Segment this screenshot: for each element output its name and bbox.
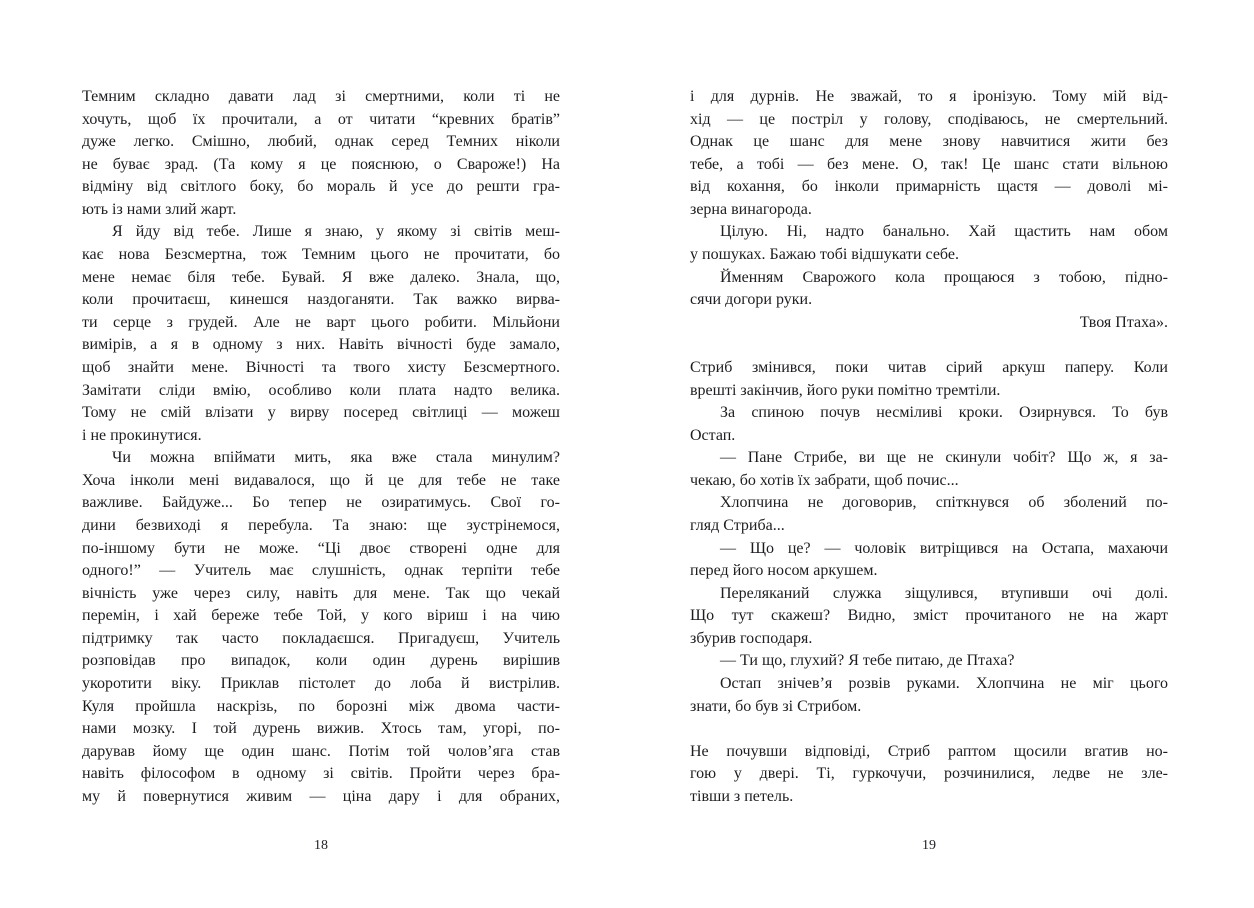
- text-line: гою у двері. Ті, гуркочучи, розчинилися, ледве не зле-: [690, 765, 1168, 783]
- text-line: Хлопчина не договорив, спіткнувся об зболений по-: [720, 494, 1168, 512]
- text-line: Темним складно давати лад зі смертними, коли ті не: [82, 88, 560, 105]
- text-line: сячи догори руки.: [690, 291, 813, 309]
- text-line: врешті закінчив, його руки помітно тремтіли.: [690, 381, 1001, 399]
- text-line: по-іншому бути не може. “Ці двоє створені одне для: [82, 539, 560, 557]
- text-line: щоб знайти мене. Вічності та твого хисту Безсмертного.: [82, 358, 560, 376]
- text-line: — Що це? — чоловік витріщився на Остапа, махаючи: [720, 539, 1168, 557]
- text-line: Хоча інколи мені видавалося, що й це для тебе не таке: [82, 471, 560, 489]
- text-line: Чи можна впіймати мить, яка вже стала минулим?: [112, 449, 560, 467]
- text-line: нами мозку. І той дурень вижив. Хтось там, угорі, по-: [82, 720, 560, 738]
- text-line: Остап.: [690, 426, 736, 444]
- text-line: Переляканий служка зіщулився, втупивши очі долі.: [720, 584, 1168, 602]
- book-page-right: [690, 86, 1168, 876]
- text-line: важливе. Байдуже... Бо тепер не озиратимусь. Свої го-: [82, 494, 560, 512]
- blank-line: [690, 334, 1168, 357]
- text-line: Остап знічев’я розвів руками. Хлопчина не міг цього: [720, 675, 1168, 693]
- text-line: перед його носом аркушем.: [690, 562, 878, 580]
- text-line: коли прочитаєш, кинешся наздоганяти. Так важко вирва-: [82, 291, 560, 309]
- text-line: ють із нами злий жарт.: [82, 200, 237, 218]
- text-line: Стриб змінився, поки читав сірий аркуш паперу. Коли: [690, 358, 1168, 376]
- text-line: дини безвиході я перебула. Та знаю: ще зустрінемося,: [82, 516, 560, 534]
- text-line: дарував йому ще один шанс. Потім той чолов’яга став: [82, 742, 560, 760]
- page-right-text: [690, 86, 1168, 809]
- text-line: від кохання, бо інколи примарність щастя — доволі мі-: [690, 178, 1168, 196]
- text-line: укоротити віку. Приклав пістолет до лоба й вистрілив.: [82, 675, 560, 693]
- text-line: — Пане Стрибе, ви ще не скинули чобіт? Що ж, я за-: [720, 449, 1168, 467]
- text-line: гляд Стриба...: [690, 516, 785, 534]
- text-line: Не почувши відповіді, Стриб раптом щосили вгатив но-: [690, 742, 1168, 760]
- text-line: Тому не смій влізати у вирву посеред світлиці — можеш: [82, 404, 560, 422]
- text-line: у пошуках. Бажаю тобі відшукати себе.: [690, 246, 959, 264]
- text-line: За спиною почув несміливі кроки. Озирнувся. То був: [720, 404, 1168, 422]
- blank-line: [690, 718, 1168, 741]
- page-left-text: [82, 86, 560, 809]
- text-line: Йменням Сварожого кола прощаюся з тобою, підно-: [720, 268, 1168, 286]
- text-line: хочуть, щоб їх прочитали, а от читати “кревних братів”: [82, 110, 560, 128]
- text-line: тебе, а тобі — без мене. О, так! Це шанс стати вільною: [690, 155, 1168, 173]
- text-line: Що тут скажеш? Видно, зміст прочитаного не на жарт: [690, 607, 1168, 625]
- text-line: і для дурнів. Не зважай, то я іронізую. Тому мій від-: [690, 88, 1168, 105]
- text-line: дуже легко. Смішно, любий, однак серед Темних ніколи: [82, 133, 560, 151]
- text-line: Замітати сліди вмію, особливо коли плата надто велика.: [82, 381, 560, 399]
- text-line: вимірів, а я в одному з них. Навіть вічності буде замало,: [82, 336, 560, 354]
- text-line: Однак це шанс для мене знову навчитися жити без: [690, 133, 1168, 151]
- text-line: одного!” — Учитель має слушність, однак терпіти тебе: [82, 562, 560, 580]
- text-line: чекаю, бо хотів їх забрати, щоб почис...: [690, 471, 959, 489]
- text-line: збурив господаря.: [690, 629, 813, 647]
- text-line: перемін, і хай береже тебе Той, у кого віриш і на чию: [82, 607, 560, 625]
- text-line: хід — це постріл у голову, сподіваюсь, не смертельний.: [690, 110, 1168, 128]
- text-line: кає нова Безсмертна, тож Темним цього не прочитати, бо: [82, 246, 560, 264]
- text-line: знати, бо був зі Стрибом.: [690, 697, 862, 715]
- text-line: вічність уже через силу, навіть для мене. Так що чекай: [82, 584, 560, 602]
- page-number-right: 19: [922, 838, 936, 853]
- text-line: ти серце з грудей. Але не варт цього робити. Мільйони: [82, 313, 560, 331]
- text-line: зерна винагорода.: [690, 200, 812, 218]
- text-line: Твоя Птаха».: [1079, 313, 1168, 331]
- text-line: не буває зрад. (Та кому я це пояснюю, о Свароже!) На: [82, 155, 560, 173]
- text-line: відміну від світлого боку, бо мораль й усе до решти гра-: [82, 178, 560, 196]
- book-page-left: [82, 86, 560, 876]
- text-line: і не прокинутися.: [82, 426, 202, 444]
- text-line: му й повернутися живим — ціна дару і для обраних,: [82, 787, 560, 805]
- text-line: Я йду від тебе. Лише я знаю, у якому зі світів меш-: [112, 223, 560, 241]
- text-line: Куля пройшла наскрізь, по борозні між двома части-: [82, 697, 560, 715]
- text-line: мене немає біля тебе. Бувай. Я вже далеко. Знала, що,: [82, 268, 560, 286]
- text-line: тівши з петель.: [690, 787, 794, 805]
- page-number-left: 18: [314, 838, 328, 853]
- text-line: Цілую. Ні, надто банально. Хай щастить нам обом: [720, 223, 1168, 241]
- text-line: навіть філософом в одному зі світів. Пройти через бра-: [82, 765, 560, 783]
- text-line: — Ти що, глухий? Я тебе питаю, де Птаха?: [720, 652, 1015, 670]
- text-line: підтримку так часто покладаєшся. Пригадуєш, Учитель: [82, 629, 560, 647]
- text-line: розповідав про випадок, коли один дурень вирішив: [82, 652, 560, 670]
